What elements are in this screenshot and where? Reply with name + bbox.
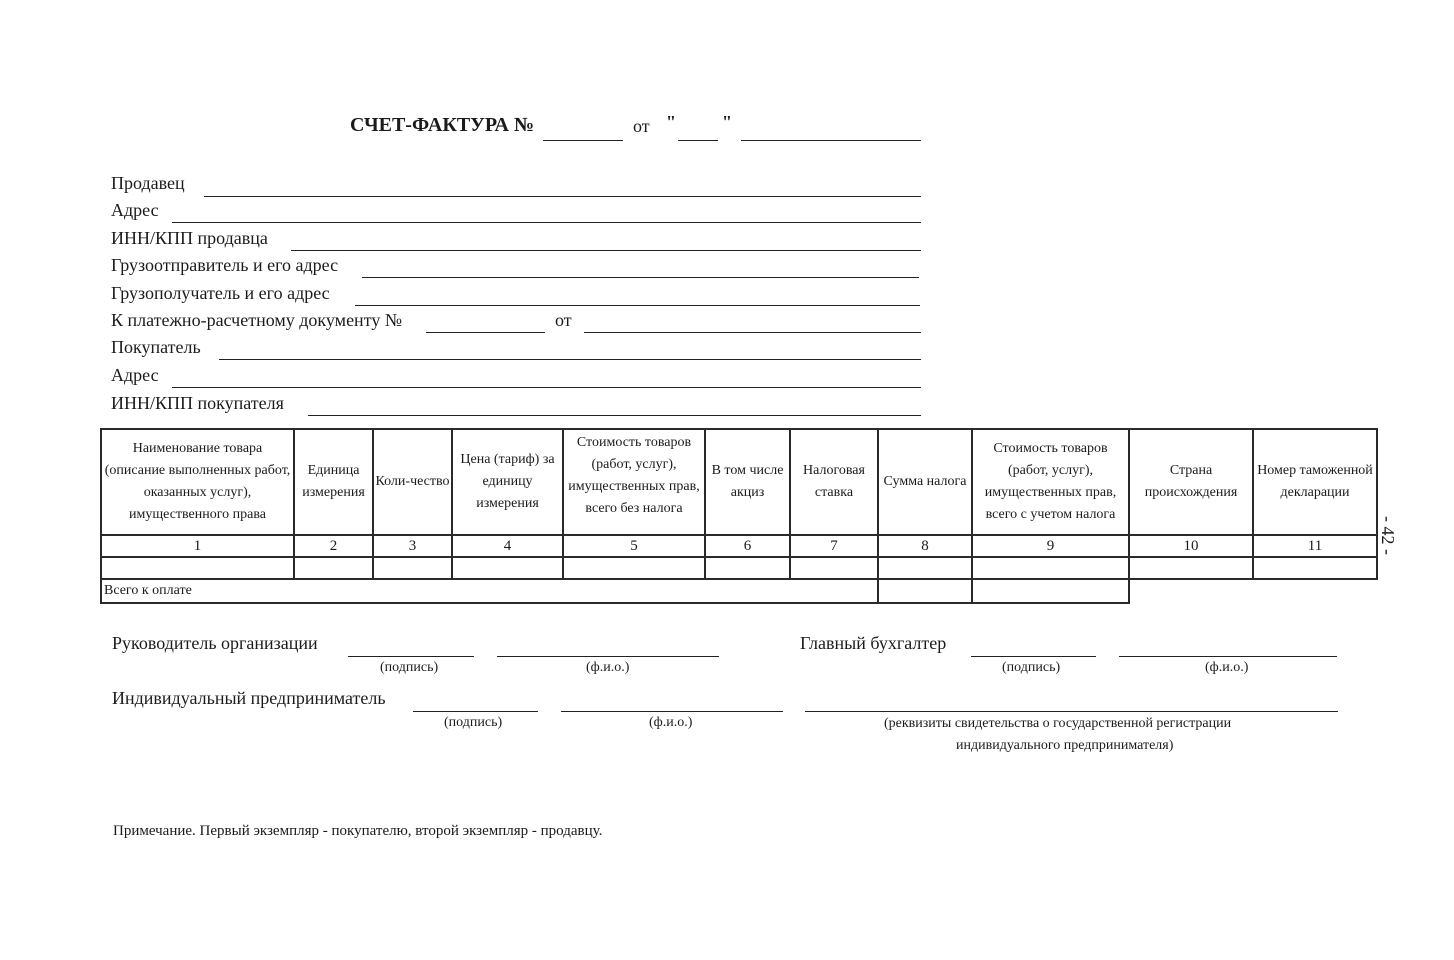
director-signature-line bbox=[348, 656, 474, 657]
buyer-line bbox=[219, 359, 921, 360]
seller-label: Продавец bbox=[111, 173, 185, 193]
quote-open: " bbox=[666, 112, 676, 132]
buyer-address-line bbox=[172, 387, 921, 388]
table-cell bbox=[878, 557, 972, 579]
director-name-caption: (ф.и.о.) bbox=[586, 660, 630, 675]
shipper-line bbox=[362, 277, 919, 278]
registration-caption-line1: (реквизиты свидетельства о государственной регистрации bbox=[884, 716, 1232, 731]
accountant-signature-line bbox=[971, 656, 1096, 657]
header-cell-tax-amount: Сумма налога bbox=[878, 429, 972, 535]
entrepreneur-name-line bbox=[561, 711, 783, 712]
invoice-number-line bbox=[543, 140, 623, 141]
payment-doc-label: К платежно-расчетному документу № bbox=[111, 310, 402, 330]
consignee-label: Грузополучатель и его адрес bbox=[111, 283, 330, 303]
header-cell-unit: Единица измерения bbox=[294, 429, 373, 535]
table-cell bbox=[1253, 557, 1377, 579]
payment-doc-date-line bbox=[584, 332, 921, 333]
column-number: 7 bbox=[790, 535, 878, 557]
invoice-month-year-line bbox=[741, 140, 921, 141]
table-row bbox=[101, 557, 1377, 579]
accountant-sign-caption: (подпись) bbox=[1002, 660, 1061, 675]
header-cell-cost-without-tax bbox=[563, 429, 705, 535]
table-total-row bbox=[101, 579, 1377, 603]
header-cell-cost-with-tax: Стоимость товаров (работ, услуг), имущественных прав, всего с учетом налога bbox=[972, 429, 1129, 535]
header-cell-customs-declaration: Номер таможенной декларации bbox=[1253, 429, 1377, 535]
entrepreneur-registration-line bbox=[805, 711, 1338, 712]
column-number: 9 bbox=[972, 535, 1129, 557]
header-cell-excise: В том числе акциз bbox=[705, 429, 790, 535]
director-sign-caption: (подпись) bbox=[380, 660, 439, 675]
table-cell bbox=[294, 557, 373, 579]
accountant-name-line bbox=[1119, 656, 1337, 657]
entrepreneur-signature-line bbox=[413, 711, 538, 712]
accountant-name-caption: (ф.и.о.) bbox=[1205, 660, 1249, 675]
footnote: Примечание. Первый экземпляр - покупателю, второй экземпляр - продавцу. bbox=[113, 823, 603, 839]
seller-line bbox=[204, 196, 921, 197]
total-tax-cell bbox=[878, 579, 972, 603]
invoice-table bbox=[100, 428, 1378, 604]
header-cell-price: Цена (тариф) за единицу измерения bbox=[452, 429, 563, 535]
payment-doc-from-label: от bbox=[555, 310, 572, 330]
invoice-day-line bbox=[678, 140, 718, 141]
entrepreneur-label: Индивидуальный предприниматель bbox=[112, 688, 386, 708]
entrepreneur-name-caption: (ф.и.о.) bbox=[649, 715, 693, 730]
buyer-label: Покупатель bbox=[111, 337, 201, 357]
table-cell bbox=[101, 557, 294, 579]
column-number: 6 bbox=[705, 535, 790, 557]
payment-doc-number-line bbox=[426, 332, 545, 333]
empty-cell bbox=[1129, 579, 1253, 603]
seller-address-label: Адрес bbox=[111, 200, 159, 220]
total-label: Всего к оплате bbox=[101, 579, 878, 603]
consignee-line bbox=[355, 305, 920, 306]
invoice-title: СЧЕТ-ФАКТУРА № bbox=[350, 114, 535, 136]
empty-cell bbox=[1253, 579, 1377, 603]
buyer-inn-label: ИНН/КПП покупателя bbox=[111, 393, 284, 413]
table-header-row bbox=[101, 429, 1377, 535]
table-number-row bbox=[101, 535, 1377, 557]
seller-inn-line bbox=[291, 250, 921, 251]
header-cell-cost-without-tax-text: Стоимость товаров (работ, услуг), имущественных прав, всего без налога bbox=[568, 435, 700, 516]
column-number: 5 bbox=[563, 535, 705, 557]
table-cell bbox=[972, 557, 1129, 579]
header-cell-quantity: Коли-чество bbox=[373, 429, 452, 535]
table-cell bbox=[790, 557, 878, 579]
shipper-label: Грузоотправитель и его адрес bbox=[111, 255, 339, 275]
header-cell-country: Страна происхождения bbox=[1129, 429, 1253, 535]
entrepreneur-sign-caption: (подпись) bbox=[444, 715, 503, 730]
total-cost-cell bbox=[972, 579, 1129, 603]
seller-address-line bbox=[172, 222, 921, 223]
registration-caption-line2: индивидуального предпринимателя) bbox=[956, 738, 1174, 753]
buyer-address-label: Адрес bbox=[111, 365, 159, 385]
director-name-line bbox=[497, 656, 719, 657]
invoice-date-from-label: от bbox=[633, 116, 650, 136]
table-cell bbox=[452, 557, 563, 579]
header-cell-name: Наименование товара (описание выполненных работ, оказанных услуг), имущественного права bbox=[101, 429, 294, 535]
director-label: Руководитель организации bbox=[112, 633, 318, 653]
seller-inn-label: ИНН/КПП продавца bbox=[111, 228, 268, 248]
table-cell bbox=[373, 557, 452, 579]
page-number: - 42 - bbox=[1378, 516, 1398, 555]
column-number: 10 bbox=[1129, 535, 1253, 557]
column-number: 8 bbox=[878, 535, 972, 557]
column-number: 1 bbox=[101, 535, 294, 557]
table-cell bbox=[705, 557, 790, 579]
accountant-label: Главный бухгалтер bbox=[800, 633, 947, 653]
table-cell bbox=[1129, 557, 1253, 579]
quote-close: " bbox=[722, 112, 732, 132]
column-number: 2 bbox=[294, 535, 373, 557]
column-number: 11 bbox=[1253, 535, 1377, 557]
buyer-inn-line bbox=[308, 415, 921, 416]
header-cell-tax-rate: Налоговая ставка bbox=[790, 429, 878, 535]
column-number: 3 bbox=[373, 535, 452, 557]
table-cell bbox=[563, 557, 705, 579]
column-number: 4 bbox=[452, 535, 563, 557]
